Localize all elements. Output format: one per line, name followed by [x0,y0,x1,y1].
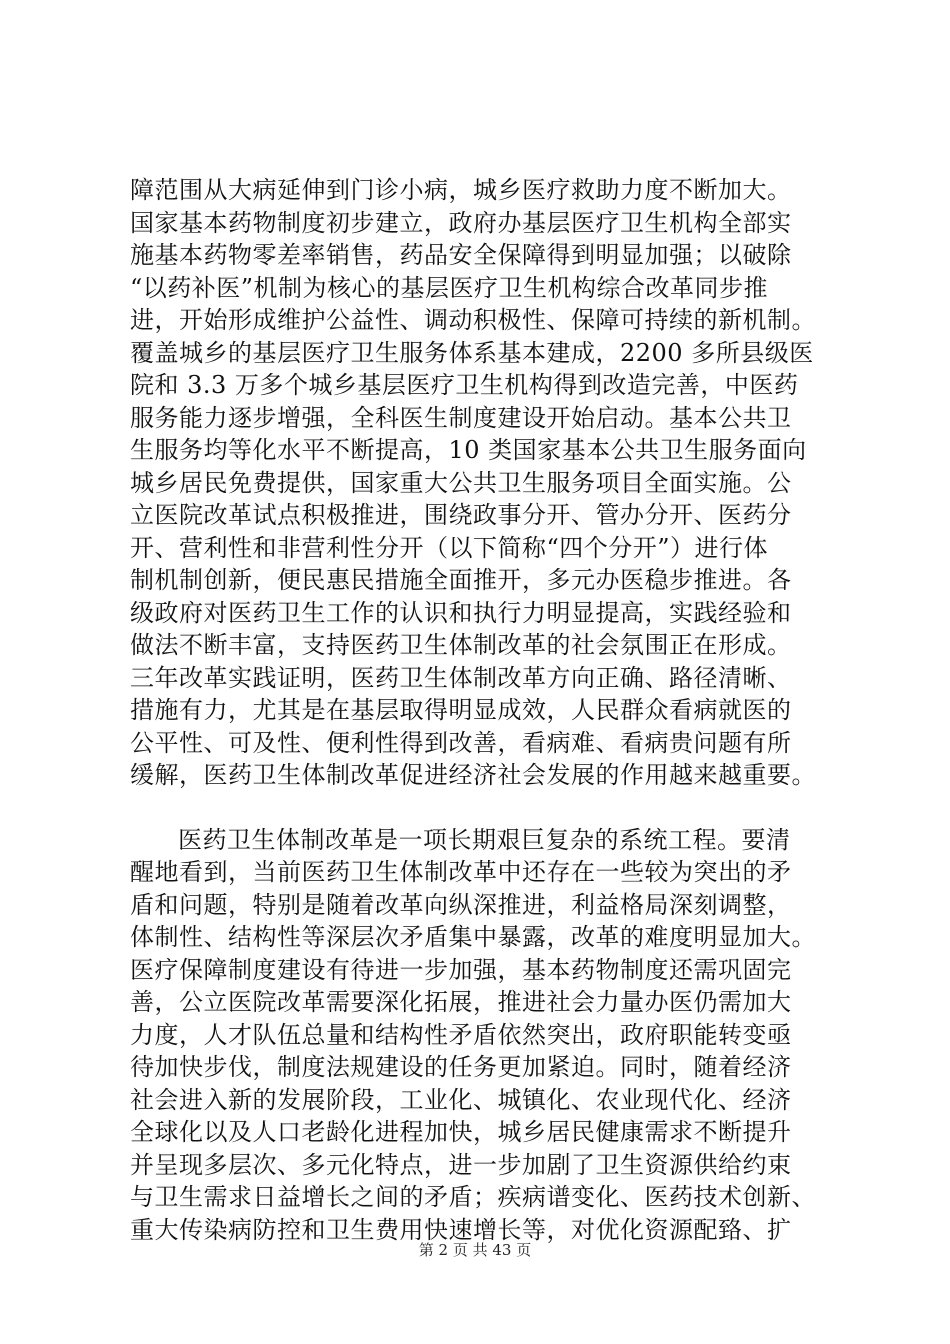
text-line: 生服务均等化水平不断提高，10 类国家基本公共卫生服务面向 [130,436,807,464]
text-line: 做法不断丰富，支持医药卫生体制改革的社会氛围正在形成。 [130,631,792,659]
text-line: 三年改革实践证明，医药卫生体制改革方向正确、路径清晰、 [130,663,792,692]
paragraph-2 [130,824,830,1247]
text-line: 制机制创新，便民惠民措施全面推开，多元办医稳步推进。各 [130,566,792,594]
text-line: 医药卫生体制改革是一项长期艰巨复杂的系统工程。要清 [178,825,791,854]
page-number-footer: 第 2 页 共 43 页 [418,1241,532,1259]
text-line: 缓解，医药卫生体制改革促进经济社会发展的作用越来越重要。 [130,761,816,789]
text-line: 城乡居民免费提供，国家重大公共卫生服务项目全面实施。公 [130,468,792,497]
text-line: 障范围从大病延伸到门诊小病，城乡医疗救助力度不断加大。 [130,176,792,204]
text-line: 与卫生需求日益增长之间的矛盾；疾病谱变化、医药技术创新、 [130,1183,816,1211]
text-line: 公平性、可及性、便利性得到改善，看病难、看病贵问题有所 [130,728,792,757]
text-line: 国家基本药物制度初步建立，政府办基层医疗卫生机构全部实 [130,208,792,237]
text-line: 级政府对医药卫生工作的认识和执行力明显提高，实践经验和 [130,598,792,627]
text-line: 院和 3.3 万多个城乡基层医疗卫生机构得到改造完善，中医药 [130,371,799,399]
text-line: 体制性、结构性等深层次矛盾集中暴露，改革的难度明显加大。 [130,923,816,951]
text-line: 并呈现多层次、多元化特点，进一步加剧了卫生资源供给约束 [130,1150,792,1179]
paragraph-spacer [130,792,830,824]
text-line: 待加快步伐，制度法规建设的任务更加紧迫。同时，随着经济 [130,1053,792,1081]
text-line: 善，公立医院改革需要深化拓展，推进社会力量办医仍需加大 [130,988,792,1016]
document-body [130,174,830,1246]
text-line: 医疗保障制度建设有待进一步加强，基本药物制度还需巩固完 [130,955,792,984]
text-line: 施基本药物零差率销售，药品安全保障得到明显加强；以破除 [130,241,792,269]
text-line: 盾和问题，特别是随着改革向纵深推进，利益格局深刻调整， [130,890,792,919]
text-line: 覆盖城乡的基层医疗卫生服务体系基本建成，2200 多所县级医 [130,338,814,367]
text-line: 立医院改革试点积极推进，围绕政事分开、管办分开、医药分 [130,501,792,529]
text-line: 醒地看到，当前医药卫生体制改革中还存在一些较为突出的矛 [130,858,792,886]
text-line: 措施有力，尤其是在基层取得明显成效，人民群众看病就医的 [130,696,792,724]
text-line: 全球化以及人口老龄化进程加快，城乡居民健康需求不断提升 [130,1118,792,1146]
text-line: 力度，人才队伍总量和结构性矛盾依然突出，政府职能转变亟 [130,1020,792,1049]
text-line: “以药补医”机制为核心的基层医疗卫生机构综合改革同步推 [130,273,769,302]
paragraph-1 [130,174,830,792]
text-line: 社会进入新的发展阶段，工业化、城镇化、农业现代化、经济 [130,1085,792,1114]
text-line: 重大传染病防控和卫生费用快速增长等，对优化资源配臵、扩 [130,1215,792,1244]
text-line: 开、营利性和非营利性分开（以下简称“四个分开”）进行体 [130,533,769,562]
text-line: 服务能力逐步增强，全科医生制度建设开始启动。基本公共卫 [130,403,792,432]
text-line: 进，开始形成维护公益性、调动积极性、保障可持续的新机制。 [130,306,816,334]
